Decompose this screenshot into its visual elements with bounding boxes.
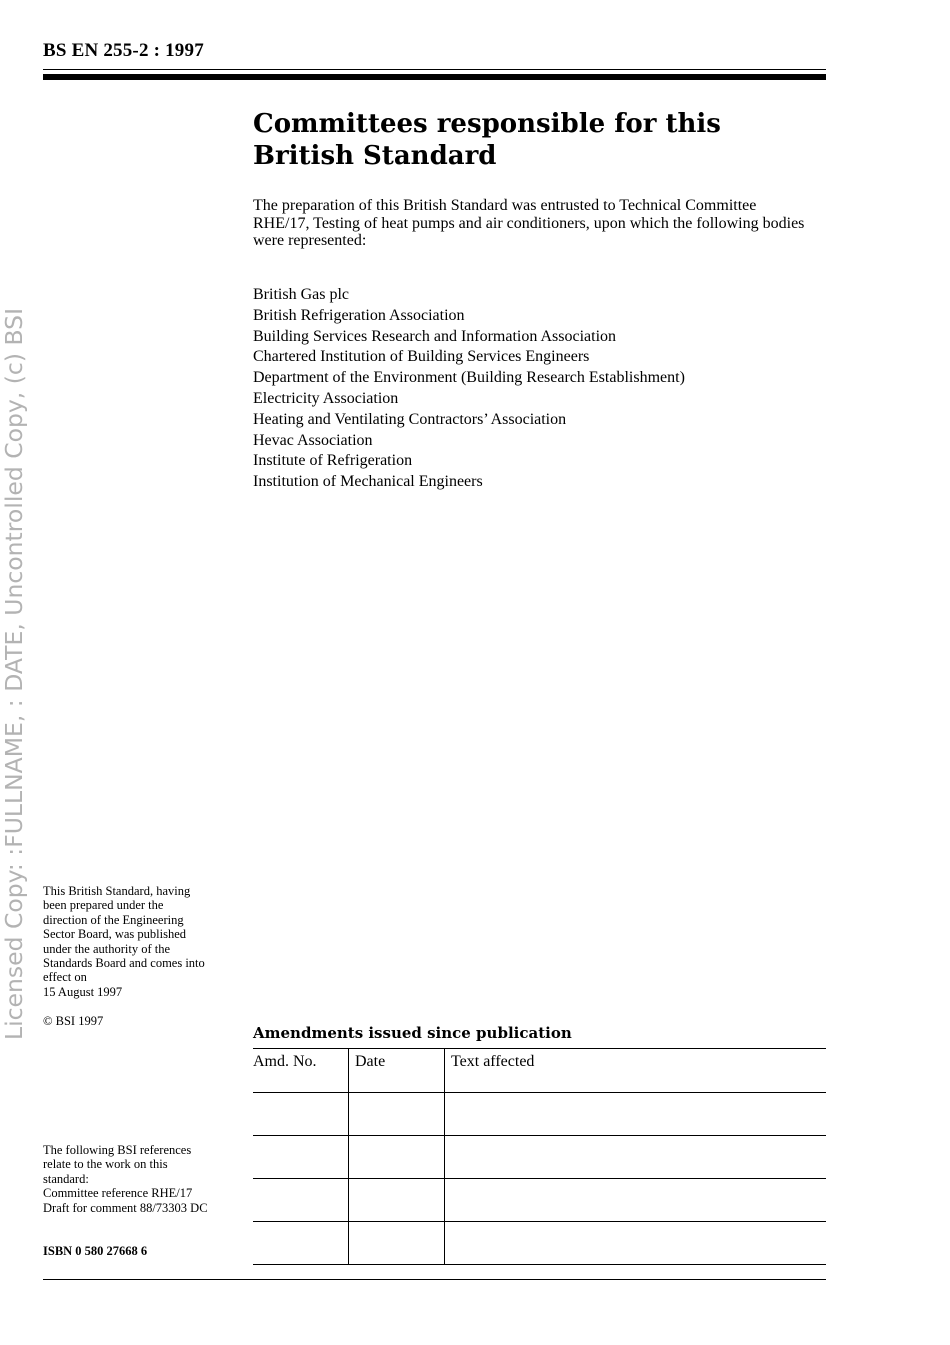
reference-line: Committee reference RHE/17 [43, 1186, 193, 1201]
table-row [253, 1093, 826, 1136]
member-item: Institute of Refrigeration [253, 452, 413, 470]
column-header-text-affected: Text affected [445, 1049, 827, 1093]
date-cell [349, 1179, 445, 1222]
member-item: Institution of Mechanical Engineers [253, 473, 483, 491]
text-affected-cell [445, 1222, 827, 1265]
text-affected-cell [445, 1136, 827, 1179]
member-item: Heating and Ventilating Contractors’ Association [253, 410, 567, 428]
table-row [253, 1136, 826, 1179]
text-affected-cell [445, 1093, 827, 1136]
header-rule-thin [43, 69, 826, 70]
table-row [253, 1179, 826, 1222]
amendments-heading: Amendments issued since publication [253, 1024, 572, 1042]
reference-line: The following BSI references [43, 1143, 192, 1157]
reference-line: Draft for comment 88/73303 DC [43, 1200, 208, 1215]
page-title [253, 108, 721, 172]
publication-line: This British Standard, having [43, 884, 191, 898]
member-item: British Gas plc [253, 286, 349, 303]
table-row [253, 1222, 826, 1265]
member-item: Electricity Association [253, 389, 399, 407]
bsi-references-note [43, 1143, 233, 1215]
header-rule-thick [43, 74, 826, 80]
reference-line: standard: [43, 1171, 89, 1186]
intro-paragraph: The preparation of this British Standard was entrusted to Technical Committee RHE/17, Testing of heat pumps and air conditioners, upon which the following bodies were represented: [253, 197, 805, 249]
license-watermark: Licensed Copy: :FULLNAME, : DATE, Uncontrolled Copy, (c) BSI [0, 307, 28, 1040]
publication-line: under the authority of the [43, 941, 171, 956]
publication-line: Sector Board, was published [43, 927, 187, 942]
page-title-line-2: British Standard [253, 141, 497, 171]
reference-line: relate to the work on this [43, 1157, 168, 1172]
amd-no-cell [253, 1179, 349, 1222]
date-cell [349, 1093, 445, 1136]
member-item: Department of the Environment (Building Research Establishment) [253, 369, 685, 387]
publication-line: Standards Board and comes into [43, 956, 205, 971]
amd-no-cell [253, 1136, 349, 1179]
member-item: Hevac Association [253, 431, 373, 449]
publication-line: effect on [43, 970, 87, 985]
date-cell [349, 1222, 445, 1265]
member-item: Chartered Institution of Building Services Engineers [253, 348, 590, 366]
isbn: ISBN 0 580 27668 6 [43, 1244, 148, 1258]
publication-line: been prepared under the [43, 898, 164, 913]
copyright-note: © BSI 1997 [43, 1014, 104, 1028]
column-header-amd-no: Amd. No. [253, 1049, 349, 1093]
date-cell [349, 1136, 445, 1179]
amendments-header-row [253, 1049, 826, 1093]
page-title-line-1: Committees responsible for this [253, 109, 721, 139]
publication-line: direction of the Engineering [43, 912, 184, 927]
text-affected-cell [445, 1179, 827, 1222]
column-header-date: Date [349, 1049, 445, 1093]
publication-note [43, 884, 233, 999]
amd-no-cell [253, 1093, 349, 1136]
committee-members-list [253, 285, 685, 493]
document-code: BS EN 255-2 : 1997 [43, 40, 204, 61]
footer-rule [43, 1279, 826, 1280]
publication-line: 15 August 1997 [43, 984, 123, 999]
amendments-table [253, 1048, 826, 1265]
amd-no-cell [253, 1222, 349, 1265]
member-item: Building Services Research and Information Association [253, 327, 617, 345]
member-item: British Refrigeration Association [253, 306, 465, 324]
